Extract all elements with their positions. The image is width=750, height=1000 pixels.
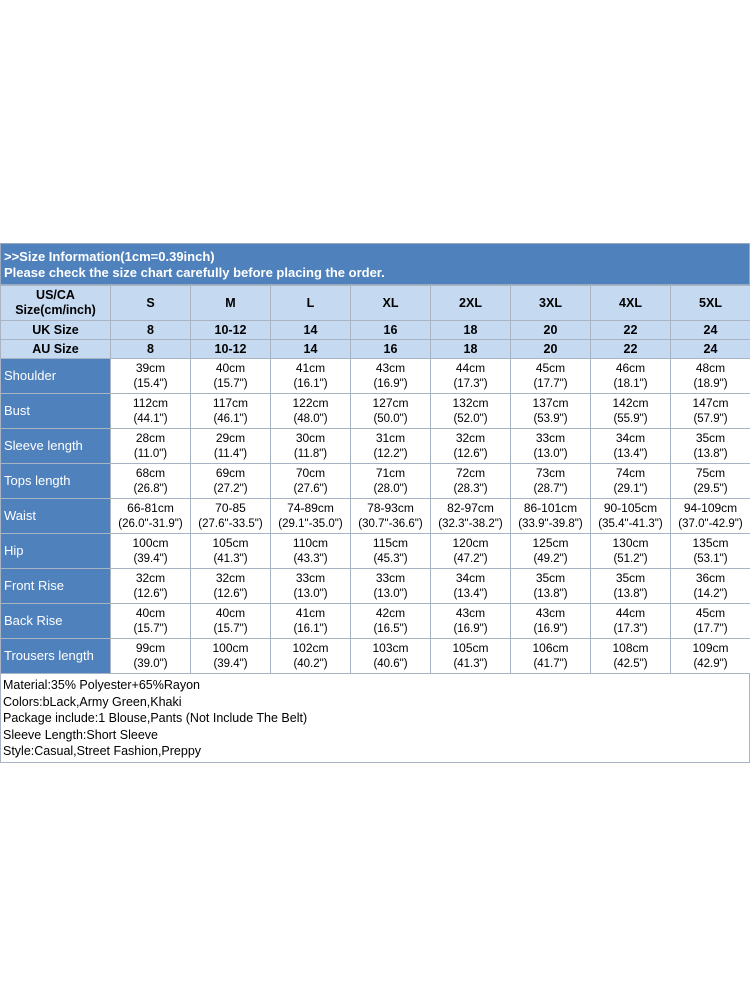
inch-value: (29.1"-35.0") bbox=[278, 518, 343, 530]
cm-value: 43cm bbox=[455, 606, 486, 620]
measurement-cell bbox=[351, 464, 431, 499]
size-info-banner bbox=[0, 243, 750, 285]
cm-value: 78-93cm bbox=[367, 501, 414, 515]
measurement-cell bbox=[671, 429, 750, 464]
table-row bbox=[1, 429, 750, 464]
size-header-3: XL bbox=[351, 286, 431, 321]
note-line: Sleeve Length:Short Sleeve bbox=[3, 727, 158, 742]
inch-value: (13.8") bbox=[533, 588, 568, 600]
inch-value: (49.2") bbox=[533, 553, 568, 565]
cm-value: 115cm bbox=[372, 536, 409, 550]
cm-value: 74-89cm bbox=[287, 501, 334, 515]
measurement-cell bbox=[111, 499, 191, 534]
au-size-cell-4: 18 bbox=[431, 340, 511, 359]
cm-value: 40cm bbox=[215, 606, 246, 620]
inch-value: (42.5") bbox=[613, 658, 648, 670]
cm-value: 45cm bbox=[535, 361, 566, 375]
au-size-cell-5: 20 bbox=[511, 340, 591, 359]
cm-value: 120cm bbox=[452, 536, 489, 550]
inch-value: (16.9") bbox=[533, 623, 568, 635]
measurement-cell bbox=[111, 464, 191, 499]
product-notes bbox=[0, 674, 750, 763]
inch-value: (12.2") bbox=[373, 448, 408, 460]
measurement-cell bbox=[191, 499, 271, 534]
measurement-cell bbox=[351, 534, 431, 569]
uk-size-cell-1: 10-12 bbox=[191, 321, 271, 340]
measurement-cell bbox=[351, 394, 431, 429]
measurement-cell bbox=[511, 569, 591, 604]
au-size-label: AU Size bbox=[1, 340, 111, 359]
cm-value: 45cm bbox=[695, 606, 726, 620]
table-row bbox=[1, 569, 750, 604]
corner-header-cell bbox=[1, 286, 111, 321]
cm-value: 147cm bbox=[692, 396, 729, 410]
cm-value: 106cm bbox=[532, 641, 569, 655]
inch-value: (27.2") bbox=[213, 483, 248, 495]
inch-value: (57.9") bbox=[693, 413, 728, 425]
cm-value: 117cm bbox=[212, 396, 249, 410]
inch-value: (33.9"-39.8") bbox=[518, 518, 583, 530]
measurement-cell bbox=[111, 359, 191, 394]
cm-value: 30cm bbox=[295, 431, 326, 445]
uk-size-cell-6: 22 bbox=[591, 321, 671, 340]
cm-value: 102cm bbox=[292, 641, 329, 655]
inch-value: (18.9") bbox=[693, 378, 728, 390]
cm-value: 32cm bbox=[215, 571, 246, 585]
au-size-cell-3: 16 bbox=[351, 340, 431, 359]
cm-value: 34cm bbox=[615, 431, 646, 445]
inch-value: (11.4") bbox=[213, 448, 248, 460]
measurement-cell bbox=[271, 569, 351, 604]
inch-value: (13.4") bbox=[453, 588, 488, 600]
measurement-cell bbox=[191, 569, 271, 604]
cm-value: 122cm bbox=[292, 396, 329, 410]
measurement-cell bbox=[191, 534, 271, 569]
note-line: Colors:bLack,Army Green,Khaki bbox=[3, 694, 182, 709]
cm-value: 90-105cm bbox=[603, 501, 658, 515]
measurement-cell bbox=[591, 464, 671, 499]
measurement-cell bbox=[271, 359, 351, 394]
measurement-cell bbox=[191, 429, 271, 464]
inch-value: (51.2") bbox=[613, 553, 648, 565]
measurement-cell bbox=[351, 639, 431, 674]
cm-value: 66-81cm bbox=[127, 501, 174, 515]
inch-value: (45.3") bbox=[373, 553, 408, 565]
inch-value: (39.0") bbox=[133, 658, 168, 670]
au-size-cell-7: 24 bbox=[671, 340, 750, 359]
cm-value: 127cm bbox=[372, 396, 409, 410]
cm-value: 39cm bbox=[135, 361, 166, 375]
inch-value: (48.0") bbox=[293, 413, 328, 425]
measurement-cell bbox=[431, 604, 511, 639]
cm-value: 41cm bbox=[295, 361, 326, 375]
inch-value: (40.2") bbox=[293, 658, 328, 670]
au-size-cell-6: 22 bbox=[591, 340, 671, 359]
inch-value: (11.8") bbox=[293, 448, 328, 460]
corner-header-us: US/CA bbox=[36, 288, 75, 302]
inch-value: (12.6") bbox=[133, 588, 168, 600]
inch-value: (13.0") bbox=[533, 448, 568, 460]
cm-value: 72cm bbox=[455, 466, 486, 480]
inch-value: (13.8") bbox=[613, 588, 648, 600]
measurement-cell bbox=[591, 569, 671, 604]
inch-value: (27.6") bbox=[293, 483, 328, 495]
inch-value: (13.0") bbox=[373, 588, 408, 600]
cm-value: 75cm bbox=[695, 466, 726, 480]
inch-value: (17.3") bbox=[453, 378, 488, 390]
us-size-header-row bbox=[1, 286, 750, 321]
measurement-cell bbox=[671, 499, 750, 534]
cm-value: 109cm bbox=[692, 641, 729, 655]
size-header-1: M bbox=[191, 286, 271, 321]
measurement-cell bbox=[191, 359, 271, 394]
cm-value: 29cm bbox=[215, 431, 246, 445]
measurement-cell bbox=[511, 394, 591, 429]
measurement-cell bbox=[351, 604, 431, 639]
inch-value: (13.4") bbox=[613, 448, 648, 460]
uk-size-header-row bbox=[1, 321, 750, 340]
inch-value: (46.1") bbox=[213, 413, 248, 425]
measurement-cell bbox=[431, 534, 511, 569]
measurement-label: Trousers length bbox=[1, 639, 111, 674]
cm-value: 108cm bbox=[612, 641, 649, 655]
table-row bbox=[1, 499, 750, 534]
au-size-cell-2: 14 bbox=[271, 340, 351, 359]
measurement-cell bbox=[511, 604, 591, 639]
cm-value: 103cm bbox=[372, 641, 409, 655]
inch-value: (13.8") bbox=[693, 448, 728, 460]
size-header-4: 2XL bbox=[431, 286, 511, 321]
corner-header-units: Size(cm/inch) bbox=[15, 303, 96, 317]
inch-value: (17.7") bbox=[693, 623, 728, 635]
inch-value: (27.6"-33.5") bbox=[198, 518, 263, 530]
cm-value: 86-101cm bbox=[523, 501, 578, 515]
size-header-2: L bbox=[271, 286, 351, 321]
measurement-cell bbox=[431, 429, 511, 464]
inch-value: (28.7") bbox=[533, 483, 568, 495]
cm-value: 48cm bbox=[695, 361, 726, 375]
inch-value: (39.4") bbox=[133, 553, 168, 565]
note-line: Package include:1 Blouse,Pants (Not Include The Belt) bbox=[3, 711, 308, 725]
cm-value: 41cm bbox=[295, 606, 326, 620]
inch-value: (41.3") bbox=[213, 553, 248, 565]
measurement-cell bbox=[431, 639, 511, 674]
measurement-cell bbox=[591, 499, 671, 534]
inch-value: (37.0"-42.9") bbox=[678, 518, 743, 530]
measurement-cell bbox=[351, 499, 431, 534]
measurement-label: Hip bbox=[1, 534, 111, 569]
uk-size-label: UK Size bbox=[1, 321, 111, 340]
inch-value: (53.9") bbox=[533, 413, 568, 425]
cm-value: 32cm bbox=[135, 571, 166, 585]
banner-instruction: Please check the size chart carefully before placing the order. bbox=[4, 265, 385, 280]
au-size-cell-1: 10-12 bbox=[191, 340, 271, 359]
inch-value: (17.7") bbox=[533, 378, 568, 390]
cm-value: 70cm bbox=[295, 466, 326, 480]
measurement-cell bbox=[511, 639, 591, 674]
inch-value: (44.1") bbox=[133, 413, 168, 425]
inch-value: (18.1") bbox=[613, 378, 648, 390]
size-header-6: 4XL bbox=[591, 286, 671, 321]
cm-value: 42cm bbox=[375, 606, 406, 620]
measurement-cell bbox=[111, 429, 191, 464]
measurement-cell bbox=[591, 534, 671, 569]
measurement-cell bbox=[591, 394, 671, 429]
measurement-cell bbox=[191, 604, 271, 639]
cm-value: 82-97cm bbox=[447, 501, 494, 515]
cm-value: 44cm bbox=[615, 606, 646, 620]
inch-value: (32.3"-38.2") bbox=[438, 518, 503, 530]
measurement-cell bbox=[191, 464, 271, 499]
inch-value: (13.0") bbox=[293, 588, 328, 600]
inch-value: (41.7") bbox=[533, 658, 568, 670]
table-row bbox=[1, 639, 750, 674]
measurement-cell bbox=[511, 534, 591, 569]
measurement-label: Front Rise bbox=[1, 569, 111, 604]
measurement-cell bbox=[271, 499, 351, 534]
note-line: Material:35% Polyester+65%Rayon bbox=[3, 678, 200, 692]
inch-value: (39.4") bbox=[213, 658, 248, 670]
uk-size-cell-4: 18 bbox=[431, 321, 511, 340]
measurement-cell bbox=[511, 499, 591, 534]
uk-size-cell-5: 20 bbox=[511, 321, 591, 340]
inch-value: (40.6") bbox=[373, 658, 408, 670]
inch-value: (16.1") bbox=[293, 378, 328, 390]
measurement-cell bbox=[431, 569, 511, 604]
uk-size-cell-3: 16 bbox=[351, 321, 431, 340]
cm-value: 68cm bbox=[135, 466, 166, 480]
measurement-cell bbox=[111, 639, 191, 674]
measurement-cell bbox=[351, 569, 431, 604]
cm-value: 125cm bbox=[532, 536, 569, 550]
inch-value: (28.0") bbox=[373, 483, 408, 495]
inch-value: (12.6") bbox=[213, 588, 248, 600]
measurement-cell bbox=[431, 499, 511, 534]
cm-value: 105cm bbox=[452, 641, 489, 655]
measurement-cell bbox=[591, 604, 671, 639]
measurement-cell bbox=[591, 639, 671, 674]
table-row bbox=[1, 394, 750, 429]
inch-value: (52.0") bbox=[453, 413, 488, 425]
cm-value: 110cm bbox=[292, 536, 329, 550]
cm-value: 34cm bbox=[455, 571, 486, 585]
cm-value: 33cm bbox=[295, 571, 326, 585]
size-table bbox=[0, 285, 750, 674]
cm-value: 36cm bbox=[695, 571, 726, 585]
table-row bbox=[1, 604, 750, 639]
inch-value: (42.9") bbox=[693, 658, 728, 670]
cm-value: 100cm bbox=[132, 536, 169, 550]
size-header-0: S bbox=[111, 286, 191, 321]
measurement-cell bbox=[271, 604, 351, 639]
size-chart bbox=[0, 243, 750, 763]
inch-value: (16.9") bbox=[373, 378, 408, 390]
inch-value: (16.1") bbox=[293, 623, 328, 635]
cm-value: 135cm bbox=[692, 536, 729, 550]
measurement-cell bbox=[671, 569, 750, 604]
cm-value: 99cm bbox=[135, 641, 166, 655]
inch-value: (50.0") bbox=[373, 413, 408, 425]
cm-value: 105cm bbox=[212, 536, 249, 550]
cm-value: 100cm bbox=[212, 641, 249, 655]
measurement-cell bbox=[671, 464, 750, 499]
table-row bbox=[1, 534, 750, 569]
measurement-cell bbox=[191, 394, 271, 429]
inch-value: (29.5") bbox=[693, 483, 728, 495]
inch-value: (41.3") bbox=[453, 658, 488, 670]
inch-value: (47.2") bbox=[453, 553, 488, 565]
measurement-cell bbox=[111, 569, 191, 604]
cm-value: 35cm bbox=[695, 431, 726, 445]
measurement-cell bbox=[671, 359, 750, 394]
measurement-cell bbox=[511, 359, 591, 394]
cm-value: 40cm bbox=[135, 606, 166, 620]
measurement-label: Waist bbox=[1, 499, 111, 534]
uk-size-cell-7: 24 bbox=[671, 321, 750, 340]
inch-value: (28.3") bbox=[453, 483, 488, 495]
measurement-cell bbox=[671, 639, 750, 674]
cm-value: 71cm bbox=[375, 466, 406, 480]
measurement-cell bbox=[191, 639, 271, 674]
cm-value: 112cm bbox=[132, 396, 169, 410]
inch-value: (35.4"-41.3") bbox=[598, 518, 663, 530]
measurement-cell bbox=[511, 429, 591, 464]
inch-value: (11.0") bbox=[133, 448, 168, 460]
cm-value: 132cm bbox=[452, 396, 489, 410]
measurement-cell bbox=[591, 429, 671, 464]
cm-value: 137cm bbox=[532, 396, 569, 410]
cm-value: 40cm bbox=[215, 361, 246, 375]
measurement-label: Shoulder bbox=[1, 359, 111, 394]
cm-value: 142cm bbox=[612, 396, 649, 410]
cm-value: 44cm bbox=[455, 361, 486, 375]
inch-value: (43.3") bbox=[293, 553, 328, 565]
cm-value: 69cm bbox=[215, 466, 246, 480]
measurement-cell bbox=[271, 429, 351, 464]
measurement-cell bbox=[431, 359, 511, 394]
measurement-cell bbox=[351, 429, 431, 464]
measurement-cell bbox=[271, 534, 351, 569]
measurement-cell bbox=[111, 394, 191, 429]
measurement-label: Back Rise bbox=[1, 604, 111, 639]
measurement-cell bbox=[671, 534, 750, 569]
cm-value: 43cm bbox=[375, 361, 406, 375]
measurement-cell bbox=[111, 534, 191, 569]
inch-value: (15.7") bbox=[213, 378, 248, 390]
cm-value: 35cm bbox=[615, 571, 646, 585]
inch-value: (16.9") bbox=[453, 623, 488, 635]
inch-value: (12.6") bbox=[453, 448, 488, 460]
measurement-cell bbox=[271, 639, 351, 674]
uk-size-cell-2: 14 bbox=[271, 321, 351, 340]
cm-value: 130cm bbox=[612, 536, 649, 550]
au-size-cell-0: 8 bbox=[111, 340, 191, 359]
cm-value: 33cm bbox=[535, 431, 566, 445]
cm-value: 70-85 bbox=[215, 501, 246, 515]
measurement-cell bbox=[671, 394, 750, 429]
inch-value: (26.0"-31.9") bbox=[118, 518, 183, 530]
inch-value: (29.1") bbox=[613, 483, 648, 495]
cm-value: 73cm bbox=[535, 466, 566, 480]
measurement-label: Sleeve length bbox=[1, 429, 111, 464]
cm-value: 31cm bbox=[375, 431, 406, 445]
table-row bbox=[1, 359, 750, 394]
cm-value: 74cm bbox=[615, 466, 646, 480]
note-line: Style:Casual,Street Fashion,Preppy bbox=[3, 744, 202, 758]
measurement-cell bbox=[671, 604, 750, 639]
inch-value: (30.7"-36.6") bbox=[358, 518, 423, 530]
measurement-cell bbox=[351, 359, 431, 394]
measurement-cell bbox=[271, 394, 351, 429]
inch-value: (16.5") bbox=[373, 623, 408, 635]
cm-value: 43cm bbox=[535, 606, 566, 620]
inch-value: (15.7") bbox=[133, 623, 168, 635]
inch-value: (15.7") bbox=[213, 623, 248, 635]
inch-value: (53.1") bbox=[693, 553, 728, 565]
measurement-cell bbox=[111, 604, 191, 639]
inch-value: (17.3") bbox=[613, 623, 648, 635]
table-row bbox=[1, 464, 750, 499]
uk-size-cell-0: 8 bbox=[111, 321, 191, 340]
measurement-label: Tops length bbox=[1, 464, 111, 499]
inch-value: (15.4") bbox=[133, 378, 168, 390]
inch-value: (26.8") bbox=[133, 483, 168, 495]
cm-value: 32cm bbox=[455, 431, 486, 445]
size-header-5: 3XL bbox=[511, 286, 591, 321]
inch-value: (14.2") bbox=[693, 588, 728, 600]
cm-value: 94-109cm bbox=[683, 501, 738, 515]
measurement-cell bbox=[271, 464, 351, 499]
size-header-7: 5XL bbox=[671, 286, 750, 321]
measurement-cell bbox=[431, 464, 511, 499]
size-table-body bbox=[1, 286, 750, 674]
measurement-cell bbox=[591, 359, 671, 394]
au-size-header-row bbox=[1, 340, 750, 359]
measurement-cell bbox=[511, 464, 591, 499]
measurement-label: Bust bbox=[1, 394, 111, 429]
cm-value: 35cm bbox=[535, 571, 566, 585]
cm-value: 33cm bbox=[375, 571, 406, 585]
cm-value: 28cm bbox=[135, 431, 166, 445]
cm-value: 46cm bbox=[615, 361, 646, 375]
inch-value: (55.9") bbox=[613, 413, 648, 425]
banner-title: >>Size Information(1cm=0.39inch) bbox=[4, 249, 215, 264]
measurement-cell bbox=[431, 394, 511, 429]
